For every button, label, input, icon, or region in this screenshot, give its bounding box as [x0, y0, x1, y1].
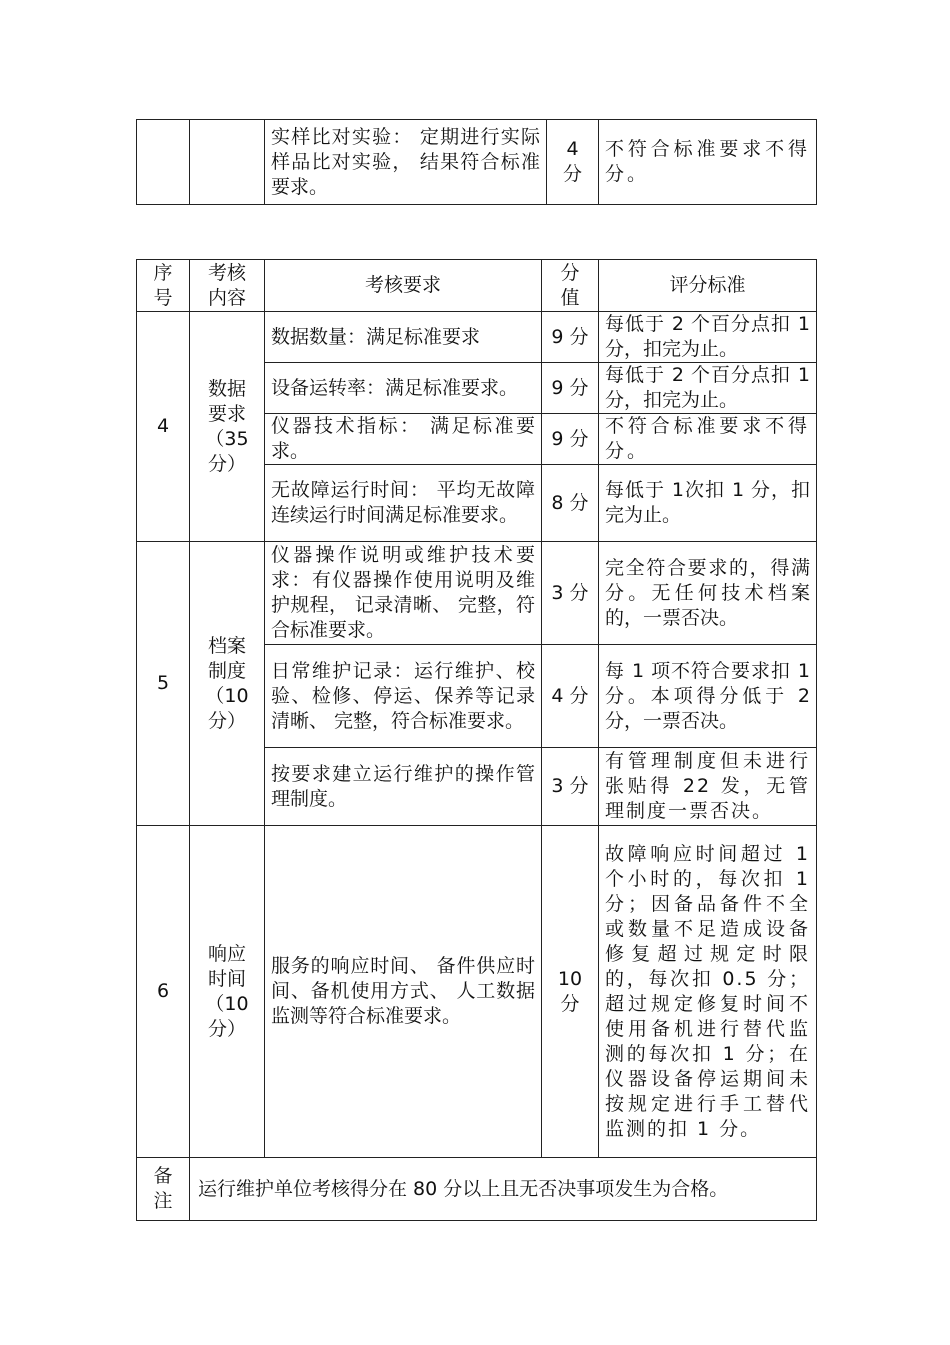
score-cell: 4 分 [547, 120, 599, 205]
criteria-cell: 每 1 项不符合要求扣 1 分。本项得分低于 2 分，一票否决。 [599, 645, 817, 748]
criteria-cell: 每低于 2 个百分点扣 1 分，扣完为止。 [599, 312, 817, 363]
seq-cell [137, 120, 190, 205]
score-cell: 8 分 [542, 465, 599, 542]
requirement-cell: 服务的响应时间、 备件供应时间、备机使用方式、 人工数据监测等符合标准要求。 [265, 826, 542, 1158]
header-criteria: 评分标准 [599, 260, 817, 312]
requirement-cell: 设备运转率：满足标准要求。 [265, 363, 542, 414]
requirement-cell: 仪器技术指标： 满足标准要求。 [265, 414, 542, 465]
requirement-cell: 实样比对实验： 定期进行实际样品比对实验， 结果符合标准要求。 [265, 120, 547, 205]
table-row [137, 542, 817, 645]
table-row [137, 120, 817, 205]
table-row [137, 312, 817, 363]
remark-text: 运行维护单位考核得分在 80 分以上且无否决事项发生为合格。 [190, 1158, 817, 1221]
criteria-cell: 不符合标准要求不得分。 [599, 414, 817, 465]
header-score: 分 值 [542, 260, 599, 312]
seq-cell: 6 [137, 826, 190, 1158]
content-cell: 响应 时间 （10 分） [190, 826, 265, 1158]
score-cell: 9 分 [542, 312, 599, 363]
score-cell: 3 分 [542, 542, 599, 645]
criteria-cell: 有管理制度但未进行张贴得 22 发，无管理制度一票否决。 [599, 748, 817, 826]
remark-label: 备 注 [137, 1158, 190, 1221]
score-cell: 9 分 [542, 363, 599, 414]
criteria-cell: 不符合标准要求不得分。 [599, 120, 817, 205]
score-cell: 9 分 [542, 414, 599, 465]
remark-row [137, 1158, 817, 1221]
requirement-cell: 无故障运行时间： 平均无故障连续运行时间满足标准要求。 [265, 465, 542, 542]
score-cell: 3 分 [542, 748, 599, 826]
seq-cell: 4 [137, 312, 190, 542]
header-seq: 序 号 [137, 260, 190, 312]
header-content: 考核 内容 [190, 260, 265, 312]
table-row [137, 826, 817, 1158]
continuation-table [136, 119, 817, 205]
criteria-cell: 故障响应时间超过 1 个小时的，每次扣 1 分；因备品备件不全或数量不足造成设备修复超过规定时限的，每次扣 0.5 分；超过规定修复时间不使用备机进行替代监测的每次扣 1 分；在仪器设备停运期间未按规定进行手工替代监测的扣 1 分。 [599, 826, 817, 1158]
seq-cell: 5 [137, 542, 190, 826]
assessment-table [136, 259, 817, 1221]
header-requirement: 考核要求 [265, 260, 542, 312]
criteria-cell: 每低于 1次扣 1 分，扣完为止。 [599, 465, 817, 542]
requirement-cell: 日常维护记录：运行维护、校验、检修、停运、保养等记录清晰、 完整，符合标准要求。 [265, 645, 542, 748]
content-cell: 数据 要求 （35 分） [190, 312, 265, 542]
header-row [137, 260, 817, 312]
content-cell [190, 120, 265, 205]
content-cell: 档案 制度 （10 分） [190, 542, 265, 826]
score-cell: 10 分 [542, 826, 599, 1158]
criteria-cell: 完全符合要求的，得满分。无任何技术档案的，一票否决。 [599, 542, 817, 645]
criteria-cell: 每低于 2 个百分点扣 1 分，扣完为止。 [599, 363, 817, 414]
requirement-cell: 按要求建立运行维护的操作管理制度。 [265, 748, 542, 826]
requirement-cell: 数据数量：满足标准要求 [265, 312, 542, 363]
score-cell: 4 分 [542, 645, 599, 748]
requirement-cell: 仪器操作说明或维护技术要求：有仪器操作使用说明及维护规程， 记录清晰、 完整，符合标准要求。 [265, 542, 542, 645]
